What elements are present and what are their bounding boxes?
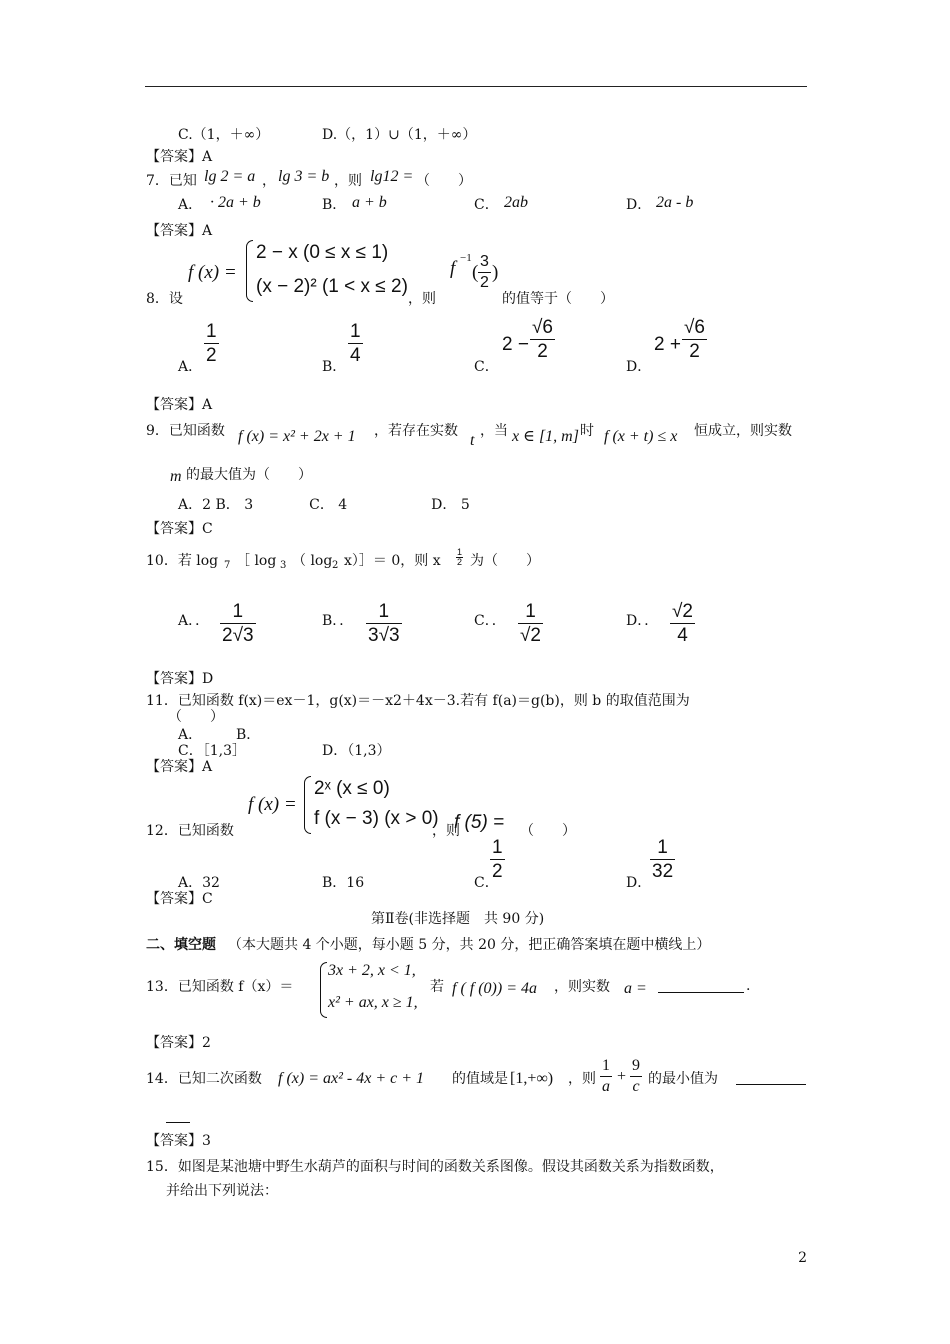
q8-arg-fraction [478, 254, 491, 291]
q10-c-den: √2 [520, 625, 541, 646]
q9-number: 9．已知函数 [146, 423, 225, 439]
q8-option-b [348, 322, 363, 365]
q8-arg-den: 2 [480, 274, 489, 291]
q10-option-c-label: C．． [474, 613, 506, 629]
q7-sep2: ，则 [334, 173, 362, 189]
q10-part4: x）］＝ 0，则 x [344, 553, 441, 569]
q14-plus: + [617, 1068, 627, 1085]
q7-expr-lg3: lg 3 = b [278, 168, 330, 185]
q11-option-c: C．［1,3］ [178, 743, 246, 759]
q8-a-den: 2 [206, 345, 217, 366]
q10-option-b-label: B．． [322, 613, 354, 629]
q10-sub2: 2 [332, 560, 339, 571]
q13-answer: 【答案】2 [146, 1035, 211, 1051]
q13-dot: . [746, 978, 751, 994]
q8-c-pre: 2 − [502, 334, 529, 355]
q10-exponent [456, 548, 463, 567]
header-rule [145, 86, 807, 87]
q10-option-c [518, 602, 543, 645]
q8-rparen: ) [492, 262, 499, 283]
q13-stem: 13．已知函数 f（x）＝ [146, 979, 294, 995]
q6-option-c: C.（1，＋∞） [178, 127, 270, 143]
q14-f2-num: 9 [632, 1057, 640, 1074]
q10-part2: ［ log [236, 553, 277, 569]
q10-part3: （ log [292, 553, 333, 569]
q12-option-c [490, 838, 505, 881]
q8-b-num: 1 [350, 321, 361, 342]
q12-answer: 【答案】C [146, 891, 213, 907]
q11-option-d: D．（1,3） [322, 743, 391, 759]
q10-a-den: 2√3 [222, 625, 254, 646]
q9-tail: 恒成立，则实数 [694, 423, 792, 439]
q10-b-den: 3√3 [368, 625, 400, 646]
q12-option-d-label: D． [626, 875, 652, 891]
q9-mid3: 时 [580, 423, 594, 439]
q15-line1: 15．如图是某池塘中野生水葫芦的面积与时间的函数关系图像。假设其函数关系为指数函数， [146, 1159, 724, 1175]
q14-f1-num: 1 [602, 1057, 610, 1074]
q8-comma: ，则 [408, 291, 436, 307]
q14-frac2 [630, 1058, 642, 1095]
q14-mid: 的值域是 [452, 1071, 508, 1087]
q13-case2: x² + ax, x ≥ 1, [328, 994, 418, 1011]
q14-f2-den: c [632, 1078, 640, 1095]
q14-f1-den: a [602, 1078, 610, 1095]
q11-paren: （ ） [168, 709, 224, 725]
q13-tail: ，则实数 [554, 979, 610, 995]
q7-option-a: · 2a + b [210, 194, 261, 211]
q10-d-den: 4 [677, 625, 688, 646]
q12-option-b: B．16 [322, 875, 365, 891]
q7-option-a-label: A． [178, 197, 203, 213]
q9-fx: f (x) = x² + 2x + 1 [238, 428, 356, 445]
q8-option-c [530, 318, 555, 361]
q12-d-den: 32 [652, 861, 674, 882]
q14-answer: 【答案】3 [146, 1133, 211, 1149]
q14-range: [1,+∞) [510, 1070, 554, 1087]
q7-option-c-label: C． [474, 197, 499, 213]
q10-answer: 【答案】D [146, 671, 214, 687]
q11-answer: 【答案】A [146, 759, 213, 775]
q7-expr-lg12: lg12 = [370, 168, 414, 185]
q9-answer: 【答案】C [146, 521, 213, 537]
q8-d-den: 2 [689, 341, 700, 362]
q8-c-num: √6 [532, 317, 553, 338]
q7-option-b-label: B． [322, 197, 347, 213]
q8-option-d-label: D． [626, 359, 652, 375]
q12-paren: （ ） [520, 823, 576, 839]
q7-option-b: a + b [352, 194, 387, 211]
q12-stem: 12．已知函数 [146, 823, 234, 839]
q14-tail: 的最小值为 [648, 1071, 718, 1087]
q14-blank-1[interactable] [736, 1084, 806, 1085]
q10-d-num: √2 [672, 601, 693, 622]
page-number: 2 [798, 1250, 807, 1266]
q14-frac1 [600, 1058, 612, 1095]
q8-number: 8．设 [146, 291, 183, 307]
q8-option-d [682, 318, 707, 361]
section-title: 第Ⅱ卷(非选择题 共 90 分) [371, 911, 545, 927]
q15-line2: 并给出下列说法： [166, 1183, 278, 1199]
q8-answer: 【答案】A [146, 397, 213, 413]
q9-mid1: ，若存在实数 [374, 423, 458, 439]
q10-sub7: 7 [224, 560, 231, 571]
q9-inequality: f (x + t) ≤ x [604, 428, 678, 445]
q14-mid2: ，则 [568, 1071, 596, 1087]
q10-exp-num: 1 [457, 547, 463, 557]
q14-fx: f (x) = ax² - 4x + c + 1 [278, 1070, 425, 1087]
q7-option-d-label: D． [626, 197, 652, 213]
q13-case1: 3x + 2, x < 1, [328, 962, 416, 979]
q10-b-num: 1 [378, 601, 390, 622]
q8-case1: 2 − x (0 ≤ x ≤ 1) [256, 242, 389, 263]
q7-paren: （ ） [416, 173, 472, 189]
q11-option-a: A． [178, 727, 203, 743]
q10-a-num: 1 [232, 601, 244, 622]
q10-stem: 10．若 log [146, 553, 219, 569]
q8-option-a [204, 322, 219, 365]
q8-tail: 的值等于（ ） [502, 291, 614, 307]
q8-brace [246, 240, 253, 302]
q9-domain: x ∈ [1, m] [512, 428, 579, 445]
q9-t: t [470, 432, 475, 449]
q8-option-a-label: A． [178, 359, 203, 375]
q8-option-b-label: B． [322, 359, 347, 375]
q10-option-d-label: D．． [626, 613, 659, 629]
q7-number: 7．已知 [146, 173, 197, 189]
q8-case2: (x − 2)² (1 < x ≤ 2) [256, 276, 408, 297]
q9-options: A．2 B． 3 C． 4 D． 5 [178, 497, 470, 513]
q6-answer: 【答案】A [146, 149, 213, 165]
q12-fx: f (x) = [248, 794, 297, 815]
q7-expr-lg2: lg 2 = a [204, 168, 256, 185]
q12-c-den: 2 [492, 861, 503, 882]
q10-c-num: 1 [525, 601, 536, 622]
q12-case1: 2ˣ (x ≤ 0) [314, 778, 390, 799]
q13-a: a = [624, 980, 647, 997]
q13-condition: f ( f (0)) = 4a [452, 980, 537, 997]
q8-d-num: √6 [684, 317, 705, 338]
q8-option-c-label: C． [474, 359, 499, 375]
q6-option-d: D.（，1）∪（1，＋∞） [322, 127, 477, 143]
q9-m: m [170, 468, 182, 485]
q8-c-den: 2 [537, 341, 548, 362]
q8-arg-num: 3 [480, 253, 489, 270]
q10-option-d [670, 602, 695, 645]
q12-option-c-label: C． [474, 875, 499, 891]
q7-sep: ， [262, 173, 276, 189]
q8-finv: f [450, 258, 456, 279]
q14-stem: 14．已知二次函数 [146, 1071, 262, 1087]
q7-answer: 【答案】A [146, 223, 213, 239]
q11-option-b: B． [236, 727, 261, 743]
q13-blank[interactable] [658, 992, 744, 993]
q12-option-d [650, 838, 675, 881]
q13-brace [320, 962, 327, 1018]
q12-case2: f (x − 3) (x > 0) [314, 808, 439, 829]
q8-finv-sup: −1 [460, 252, 472, 264]
q12-f5: f (5) = [454, 812, 505, 833]
section-heading: 二、填空题 [146, 937, 216, 953]
q12-comma: ，则 [432, 823, 460, 839]
q10-option-a-label: A．． [178, 613, 210, 629]
q9-mid2: ，当 [480, 423, 508, 439]
q12-d-num: 1 [657, 837, 668, 858]
q8-d-pre: 2 + [654, 334, 681, 355]
q10-exp-den: 2 [457, 557, 463, 567]
q12-option-a: A．32 [178, 875, 220, 891]
q9-line2-tail: 的最大值为（ ） [186, 467, 312, 483]
q10-option-a [220, 602, 256, 645]
q8-fx: f (x) = [188, 262, 237, 283]
q10-sub3: 3 [280, 560, 287, 571]
q10-tail: 为（ ） [470, 553, 540, 569]
q10-option-b [366, 602, 402, 645]
q13-ruo: 若 [430, 979, 444, 995]
q7-option-c: 2ab [504, 194, 528, 211]
q7-option-d: 2a - b [656, 194, 694, 211]
section-description: （本大题共 4 个小题，每小题 5 分，共 20 分，把正确答案填在题中横线上） [228, 937, 711, 953]
q12-brace [304, 776, 311, 834]
q8-lparen: ( [472, 262, 479, 283]
q12-c-num: 1 [492, 837, 503, 858]
q8-a-num: 1 [206, 321, 217, 342]
q8-b-den: 4 [350, 345, 361, 366]
q14-blank-2[interactable] [166, 1122, 190, 1123]
q11-stem: 11．已知函数 f(x)＝ex－1，g(x)＝－x2＋4x－3.若有 f(a)＝g(b)，则 b 的取值范围为 [146, 693, 690, 709]
